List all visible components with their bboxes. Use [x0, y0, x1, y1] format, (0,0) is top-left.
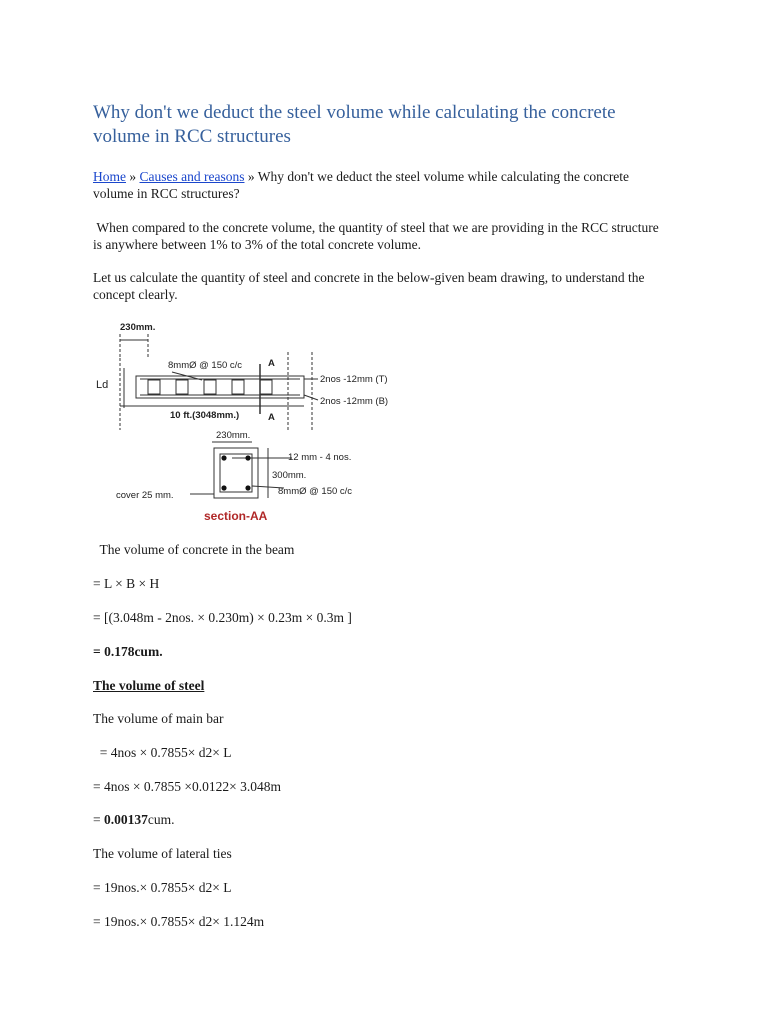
rebar-dot	[221, 485, 226, 490]
section-outline	[214, 448, 258, 498]
main-bar-substitution: = 4nos × 0.7855 ×0.0122× 3.048m	[93, 779, 281, 794]
breadcrumb-separator: »	[126, 169, 140, 184]
steel-heading: The volume of steel	[93, 678, 205, 693]
section-mark-top: A	[268, 358, 275, 369]
concrete-result: = 0.178cum.	[93, 644, 163, 659]
page-title: Why don't we deduct the steel volume while calculating the concrete volume in RCC structures	[93, 102, 616, 147]
width-label: 230mm.	[120, 322, 156, 333]
ties-formula: = 19nos.× 0.7855× d2× L	[93, 880, 232, 895]
depth-label: 300mm.	[272, 470, 307, 481]
concrete-heading: The volume of concrete in the beam	[93, 542, 295, 557]
breadcrumb-separator: »	[244, 169, 258, 184]
main-bar-label: 12 mm - 4 nos.	[288, 452, 352, 463]
cover-label: cover 25 mm.	[116, 490, 174, 501]
bottom-bar-label: 2nos -12mm (B)	[320, 396, 389, 407]
beam-diagram	[92, 318, 432, 530]
ld-label: Ld	[96, 379, 109, 391]
main-bar-result-value: 0.00137	[104, 812, 148, 827]
lead-paragraph: Let us calculate the quantity of steel and concrete in the below-given beam drawing, to understand the concept clearly.	[93, 270, 645, 302]
leader-line	[304, 395, 318, 400]
rebar-dot	[221, 455, 226, 460]
ties-substitution: = 19nos.× 0.7855× d2× 1.124m	[93, 914, 265, 929]
breadcrumb-category-link[interactable]: Causes and reasons	[139, 169, 245, 184]
stirrup	[204, 380, 216, 394]
stirrup	[260, 380, 272, 394]
beam-drawing	[92, 318, 432, 530]
rebar-dot	[245, 485, 250, 490]
rebar-dot	[245, 455, 250, 460]
stirrup	[232, 380, 244, 394]
concrete-substitution: = [(3.048m - 2nos. × 0.230m) × 0.23m × 0.3m ]	[93, 610, 352, 625]
section-title: section-AA	[204, 509, 268, 523]
stirrup-label: 8mmØ @ 150 c/c	[168, 360, 243, 371]
main-bar-formula: = 4nos × 0.7855× d2× L	[93, 745, 232, 760]
concrete-formula: = L × B × H	[93, 576, 160, 591]
stirrup	[176, 380, 188, 394]
main-bar-heading: The volume of main bar	[93, 711, 224, 726]
section-mark-bottom: A	[268, 412, 275, 423]
section-width-label: 230mm.	[216, 430, 251, 441]
main-bar-result-prefix: =	[93, 812, 104, 827]
top-bar-label: 2nos -12mm (T)	[320, 374, 388, 385]
intro-paragraph: When compared to the concrete volume, the quantity of steel that we are providing in the RCC structure is anywhere between 1% to 3% of the total concrete volume.	[93, 220, 663, 252]
tie-label: 8mmØ @ 150 c/c	[278, 486, 353, 497]
ties-heading: The volume of lateral ties	[93, 846, 232, 861]
breadcrumb	[93, 168, 668, 202]
main-bar-result-unit: cum.	[147, 812, 175, 827]
length-label: 10 ft.(3048mm.)	[170, 410, 240, 421]
stirrup	[148, 380, 160, 394]
breadcrumb-home-link[interactable]: Home	[93, 169, 126, 184]
main-bar-result	[93, 811, 668, 828]
breadcrumb-current: Why don't we deduct the steel volume while calculating the concrete volume in RCC structures?	[93, 169, 630, 201]
